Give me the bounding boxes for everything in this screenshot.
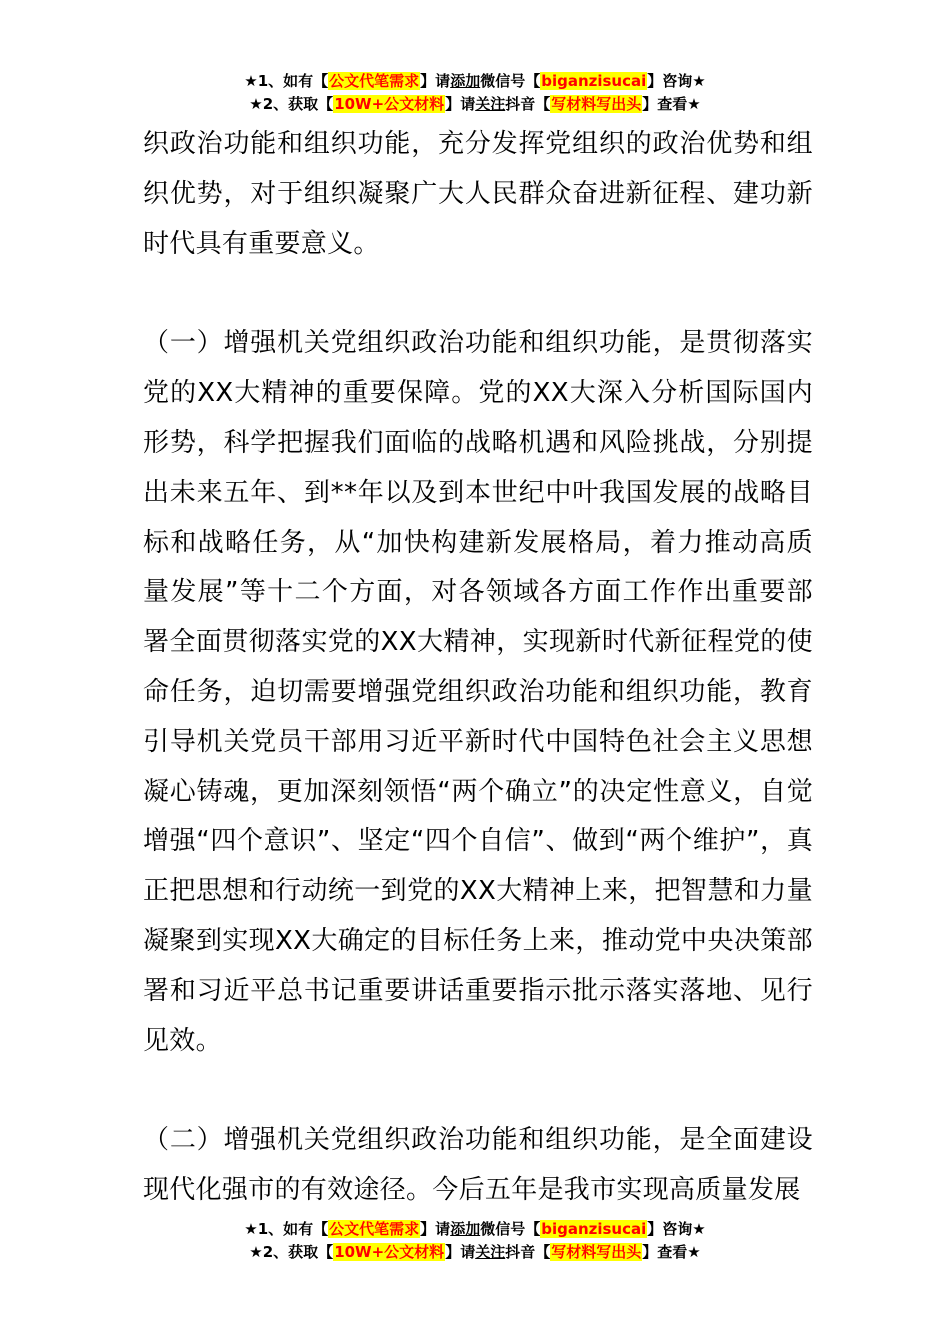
banner-text: 】请 bbox=[420, 1220, 451, 1238]
banner-text: 】请 bbox=[445, 1243, 476, 1261]
banner-underlined: 关注 bbox=[475, 95, 506, 113]
banner-text: ★1、如有【 bbox=[244, 72, 329, 90]
banner-line-1 bbox=[0, 1218, 950, 1241]
banner-highlight: biganzisucai bbox=[541, 72, 647, 90]
banner-underlined: 添加 bbox=[450, 72, 481, 90]
banner-underlined: 添加 bbox=[450, 1220, 481, 1238]
document-body bbox=[143, 120, 813, 1216]
banner-text: 】请 bbox=[420, 72, 451, 90]
paragraph-gap bbox=[143, 269, 813, 319]
banner-text: ★2、获取【 bbox=[249, 95, 334, 113]
banner-highlight: biganzisucai bbox=[541, 1220, 647, 1238]
banner-line-2 bbox=[0, 93, 950, 116]
banner-text: 抖音【 bbox=[505, 95, 551, 113]
banner-text: ★2、获取【 bbox=[249, 1243, 334, 1261]
paragraph-section-1: （一）增强机关党组织政治功能和组织功能，是贯彻落实党的XX大精神的重要保障。党的XX大深入分析国际国内形势，科学把握我们面临的战略机遇和风险挑战，分别提出未来五年、到**年以及到本世纪中叶我国发展的战略目标和战略任务，从“加快构建新发展格局，着力推动高质量发展”等十二个方面，对各领域各方面工作作出重要部署全面贯彻落实党的XX大精神，实现新时代新征程党的使命任务，迫切需要增强党组织政治功能和组织功能，教育引导机关党员干部用习近平新时代中国特色社会主义思想凝心铸魂，更加深刻领悟“两个确立”的决定性意义，自觉增强“四个意识”、坚定“四个自信”、做到“两个维护”，真正把思想和行动统一到党的XX大精神上来，把智慧和力量凝聚到实现XX大确定的目标任务上来，推动党中央决策部署和习近平总书记重要讲话重要指示批示落实落地、见行见效。 bbox=[143, 328, 813, 1056]
paragraph-gap bbox=[143, 1066, 813, 1116]
paragraph-continued: 织政治功能和组织功能，充分发挥党组织的政治优势和组织优势，对于组织凝聚广大人民群众奋进新征程、建功新时代具有重要意义。 bbox=[143, 129, 813, 259]
footer-banner bbox=[0, 1218, 950, 1264]
banner-line-1 bbox=[0, 70, 950, 93]
banner-text: ★1、如有【 bbox=[244, 1220, 329, 1238]
banner-text: 微信号【 bbox=[480, 72, 541, 90]
paragraph-section-2: （二）增强机关党组织政治功能和组织功能，是全面建设现代化强市的有效途径。今后五年是我市实现高质量发展 bbox=[143, 1125, 813, 1206]
banner-highlight: 写材料写出头 bbox=[551, 1243, 642, 1261]
banner-text: 】请 bbox=[445, 95, 476, 113]
banner-highlight: 公文代笔需求 bbox=[329, 1220, 420, 1238]
banner-underlined: 关注 bbox=[475, 1243, 506, 1261]
banner-text: 】咨询★ bbox=[647, 72, 706, 90]
banner-text: 抖音【 bbox=[505, 1243, 551, 1261]
banner-highlight: 写材料写出头 bbox=[551, 95, 642, 113]
banner-text: 微信号【 bbox=[480, 1220, 541, 1238]
banner-text: 】咨询★ bbox=[647, 1220, 706, 1238]
banner-text: 】查看★ bbox=[642, 1243, 701, 1261]
banner-highlight: 10W+公文材料 bbox=[334, 95, 445, 113]
banner-line-2 bbox=[0, 1241, 950, 1264]
banner-text: 】查看★ bbox=[642, 95, 701, 113]
header-banner bbox=[0, 70, 950, 116]
banner-highlight: 10W+公文材料 bbox=[334, 1243, 445, 1261]
banner-highlight: 公文代笔需求 bbox=[329, 72, 420, 90]
